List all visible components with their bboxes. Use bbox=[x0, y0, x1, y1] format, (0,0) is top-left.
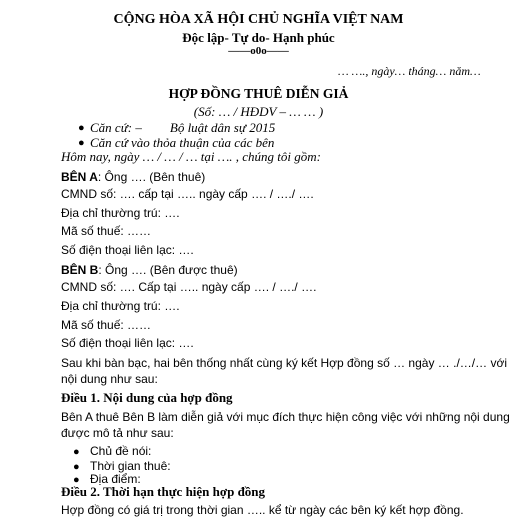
meeting-statement: Hôm nay, ngày … / … / … tại …. , chúng tôi gồm: bbox=[61, 149, 321, 164]
contract-number: (Số: … / HĐDV – … … ) bbox=[193, 104, 324, 119]
basis-item-2: Căn cứ vào thỏa thuận của các bên bbox=[90, 135, 275, 150]
article-2-text-1: Hợp đồng có giá trị trong thời gian ….. kể từ ngày các bên ký kết hợp đồng. bbox=[61, 503, 464, 517]
party-b-label: BÊN B bbox=[61, 263, 99, 277]
party-a-id: CMND số: …. cấp tại ….. ngày cấp …. / …./ …. bbox=[61, 187, 314, 201]
party-a-phone: Số điện thoại liên lạc: …. bbox=[61, 243, 194, 257]
party-a-name: : Ông …. (Bên thuê) bbox=[97, 170, 206, 184]
bullet-icon: ● bbox=[78, 137, 85, 149]
party-b-address: Địa chỉ thường trú: …. bbox=[61, 299, 180, 313]
party-b-name-line bbox=[61, 263, 238, 277]
bullet-icon: ● bbox=[73, 474, 80, 486]
basis-label: Căn cứ: – bbox=[90, 120, 142, 135]
date-line: … …., ngày… tháng… năm… bbox=[338, 64, 481, 78]
agreement-line-1: Sau khi bàn bạc, hai bên thống nhất cùng ký kết Hợp đồng số … ngày … ./…/… với bbox=[61, 356, 507, 370]
national-title: CỘNG HÒA XÃ HỘI CHỦ NGHĨA VIỆT NAM bbox=[113, 12, 404, 27]
party-b-name: : Ông …. (Bên được thuê) bbox=[98, 263, 238, 277]
article-1-text-2: được mô tả như sau: bbox=[61, 426, 174, 440]
basis-item-1 bbox=[90, 120, 275, 136]
article-1-text-1: Bên A thuê Bên B làm diễn giả với mục đích thực hiện công việc với những nội dung bbox=[61, 410, 510, 424]
party-a-label: BÊN A bbox=[61, 170, 98, 184]
party-a-name-line bbox=[61, 170, 205, 184]
national-motto: Độc lập- Tự do- Hạnh phúc bbox=[182, 30, 335, 45]
party-b-tax: Mã số thuế: …… bbox=[61, 318, 152, 332]
party-a-tax: Mã số thuế: …… bbox=[61, 224, 152, 238]
header-separator: ——o0o—— bbox=[228, 45, 289, 57]
agreement-line-2: nội dung như sau: bbox=[61, 372, 158, 386]
bullet-icon: ● bbox=[78, 122, 85, 134]
party-b-id: CMND số: …. Cấp tại ….. ngày cấp …. / …./ …. bbox=[61, 280, 317, 294]
article-1-heading: Điều 1. Nội dung của hợp đồng bbox=[61, 390, 233, 405]
party-b-phone: Số điện thoại liên lạc: …. bbox=[61, 336, 194, 350]
article-1-item-topic: Chủ đề nói: bbox=[90, 444, 152, 458]
bullet-icon: ● bbox=[73, 446, 80, 458]
article-1-item-time: Thời gian thuê: bbox=[90, 459, 171, 473]
article-2-heading: Điều 2. Thời hạn thực hiện hợp đồng bbox=[61, 484, 266, 499]
bullet-icon: ● bbox=[73, 461, 80, 473]
contract-title: HỢP ĐỒNG THUÊ DIỄN GIẢ bbox=[168, 86, 349, 101]
basis-law: Bộ luật dân sự 2015 bbox=[169, 120, 276, 135]
party-a-address: Địa chỉ thường trú: …. bbox=[61, 206, 180, 220]
article-1-item-location: Địa điểm: bbox=[90, 472, 141, 486]
